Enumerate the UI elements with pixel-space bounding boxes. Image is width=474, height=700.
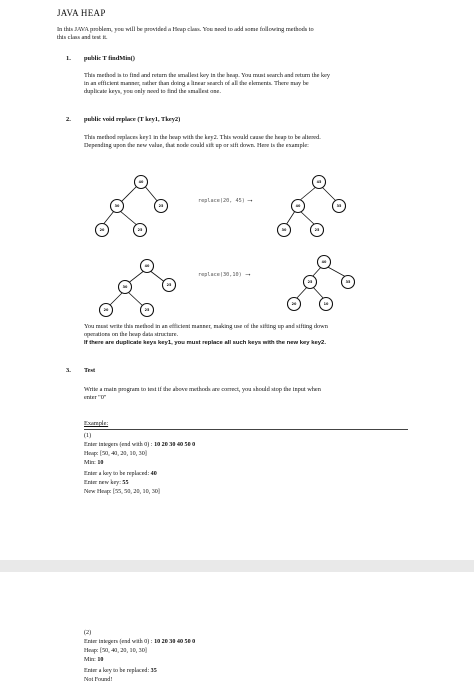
replace-value: 35	[150, 668, 157, 674]
item-2-after-line-2: operations on the heap data structure.	[84, 331, 179, 338]
input-value: 10 20 30 40 50 0	[154, 639, 196, 645]
tree-node-label: 25	[137, 228, 143, 232]
item-2-number: 2.	[66, 116, 71, 123]
item-1-number: 1.	[66, 55, 71, 62]
item-3-heading: Test	[84, 367, 96, 374]
min-value: 10	[97, 460, 104, 466]
tree-node-label: 10	[323, 302, 329, 306]
item-3-body-line-2: enter "0"	[84, 394, 107, 401]
example-2-replace-line	[84, 667, 157, 676]
tree-node-label: 25	[166, 283, 172, 287]
tree-node-label: 40	[321, 260, 327, 264]
heap-tree-after-1	[262, 168, 362, 244]
min-prompt: Min:	[84, 657, 98, 663]
item-3-body-line-1: Write a main program to test if the above methods are correct, you should stop the input when	[84, 386, 321, 393]
input-value: 10 20 30 40 50 0	[154, 442, 196, 448]
tree-node-label: 25	[158, 204, 164, 208]
min-prompt: Min:	[84, 460, 98, 466]
replace-label-2: replace(30,10)	[198, 272, 242, 278]
example-heading: Example:	[84, 420, 109, 427]
input-prompt: Enter integers (end with 0) :	[84, 639, 155, 645]
item-1-body-line-3: duplicate keys, you only need to find the smallest one.	[84, 88, 221, 95]
example-1-new-heap: New Heap: [55, 50, 20, 10, 30]	[84, 489, 160, 495]
input-prompt: Enter integers (end with 0) :	[84, 442, 155, 448]
tree-node-label: 30	[114, 204, 120, 208]
tree-node-label: 20	[103, 308, 109, 312]
replace-label-1: replace(20, 45)	[198, 198, 245, 204]
item-2-body-line-2: Depending upon the new value, that node could sift up or sift down. Here is the example:	[84, 142, 309, 149]
intro-line-1: In this JAVA problem, you will be provided a Heap class. You need to add some following methods to	[57, 26, 314, 33]
tree-node-label: 20	[99, 228, 105, 232]
example-1-heap: Heap: [50, 40, 20, 10, 30]	[84, 451, 147, 457]
tree-node-label: 30	[281, 228, 287, 232]
min-value: 10	[97, 657, 104, 663]
heap-tree-before-1	[84, 168, 184, 244]
example-2-result: Not Found!	[84, 677, 113, 683]
item-2-heading: public void replace (T key1, Tkey2)	[84, 116, 181, 123]
arrow-right-icon: →	[244, 269, 252, 278]
tree-node-label: 25	[307, 280, 313, 284]
replace-prompt: Enter a key to be replaced:	[84, 668, 151, 674]
example-2-label: (2)	[84, 630, 92, 636]
tree-node-label: 35	[336, 204, 342, 208]
tree-node-label: 45	[316, 180, 322, 184]
item-1-heading: public T findMin()	[84, 55, 135, 62]
intro-line-2: this class and test it.	[57, 34, 108, 41]
example-1-label: (1)	[84, 433, 92, 439]
document-page-2	[0, 572, 474, 700]
tree-node-label: 25	[144, 308, 150, 312]
heap-tree-after-2	[262, 246, 362, 326]
replace-value: 40	[150, 471, 157, 477]
example-1-new-key-line	[84, 479, 129, 488]
example-2-heap: Heap: [50, 40, 20, 10, 30]	[84, 648, 147, 654]
tree-node-label: 35	[345, 280, 351, 284]
example-1-input-line	[84, 441, 195, 450]
duplicate-keys-note: If there are duplicate keys key1, you must replace all such keys with the new key key2.	[84, 340, 326, 346]
replace-prompt: Enter a key to be replaced:	[84, 471, 151, 477]
example-1-replace-line	[84, 470, 157, 479]
example-1-min-line	[84, 459, 103, 468]
item-3-number: 3.	[66, 367, 71, 374]
heap-tree-before-2	[90, 254, 190, 330]
tree-node-label: 40	[144, 264, 150, 268]
tree-node-label: 20	[291, 302, 297, 306]
example-2-min-line	[84, 656, 103, 665]
example-2-input-line	[84, 638, 195, 647]
item-1-body-line-2: in an efficient manner, rather than doing a linear search of all the elements. There may be	[84, 80, 309, 87]
new-key-value: 55	[122, 480, 129, 486]
item-2-after-line-1: You must write this method in an efficient manner, making use of the sifting up and sifting down	[84, 323, 328, 330]
arrow-right-icon: →	[246, 195, 254, 204]
new-key-prompt: Enter new key:	[84, 480, 123, 486]
tree-node-label: 40	[138, 180, 144, 184]
item-2-body-line-1: This method replaces key1 in the heap with the key2. This would cause the heap to be altered.	[84, 134, 321, 141]
item-1-body-line-1: This method is to find and return the smallest key in the heap. You must search and return the key	[84, 72, 331, 79]
tree-node-label: 25	[314, 228, 320, 232]
tree-node-label: 30	[122, 285, 128, 289]
example-divider	[84, 429, 408, 430]
tree-node-label: 40	[295, 204, 301, 208]
document-title: JAVA HEAP	[57, 8, 106, 18]
